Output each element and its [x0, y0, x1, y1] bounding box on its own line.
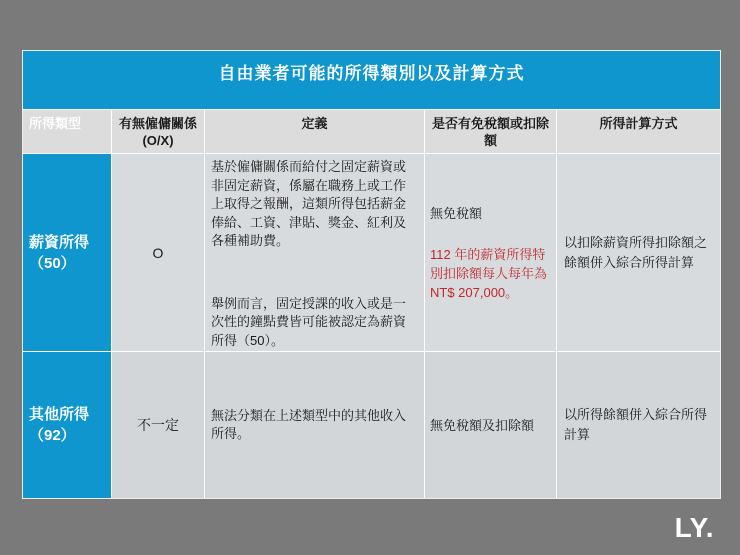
row-salary-definition: [205, 154, 424, 351]
row-salary-exemption-note: 112 年的薪資所得特別扣除額每人每年為 NT$ 207,000。: [430, 246, 548, 300]
row-salary-definition-paragraph2: 舉例而言，固定授課的收入或是一次性的鐘點費皆可能被認定為薪資所得（50）。: [211, 295, 407, 348]
row-salary-calculation: [557, 154, 720, 351]
row-other-definition: [205, 352, 424, 498]
row-salary-type-code: （50）: [29, 254, 76, 272]
row-salary-income-type: [23, 154, 111, 351]
row-other-type-name: 其他所得: [29, 406, 90, 423]
row-other-exemption: [425, 352, 556, 498]
row-salary-employment-value: O: [112, 154, 204, 351]
header-income-type: 所得類型: [23, 110, 111, 153]
row-other-income-type: [23, 352, 111, 498]
row-other-calculation: [557, 352, 720, 498]
income-category-table: [22, 50, 721, 499]
header-employment-line1: 有無僱傭關係: [118, 116, 197, 131]
row-other-exemption-text: 無免稅額及扣除額: [430, 417, 535, 433]
table-title: [23, 51, 720, 109]
header-calculation: 所得計算方式: [557, 110, 720, 153]
header-exemption: 是否有免稅額或扣除額: [425, 110, 556, 153]
row-other-definition-paragraph1: 無法分類在上述類型中的其他收入所得。: [211, 407, 407, 441]
row-salary-exemption-text: 無免稅額: [430, 205, 483, 221]
row-salary-definition-paragraph1: 基於僱傭關係而給付之固定薪資或非固定薪資，係屬在職務上或工作上取得之報酬，這類所得包括薪金俸給、工資、津貼、獎金、紅利及各種補助費。: [211, 159, 407, 248]
row-salary-type-name: 薪資所得: [29, 233, 90, 251]
row-salary-calculation-text: 以扣除薪資所得扣除額之餘額併入綜合所得計算: [564, 234, 708, 270]
row-other-calculation-text: 以所得餘額併入綜合所得計算: [564, 407, 708, 442]
ly-logo: LY.: [674, 512, 714, 543]
row-other-employment-value: 不一定: [112, 352, 204, 498]
header-definition: 定義: [205, 110, 424, 153]
header-employment-relation: [112, 110, 204, 153]
row-salary-exemption: [425, 154, 556, 351]
row-other-type-code: （92）: [29, 427, 76, 444]
header-employment-line2: (O/X): [142, 133, 174, 148]
table-title-text: 自由業者可能的所得類別以及計算方式: [218, 64, 525, 83]
